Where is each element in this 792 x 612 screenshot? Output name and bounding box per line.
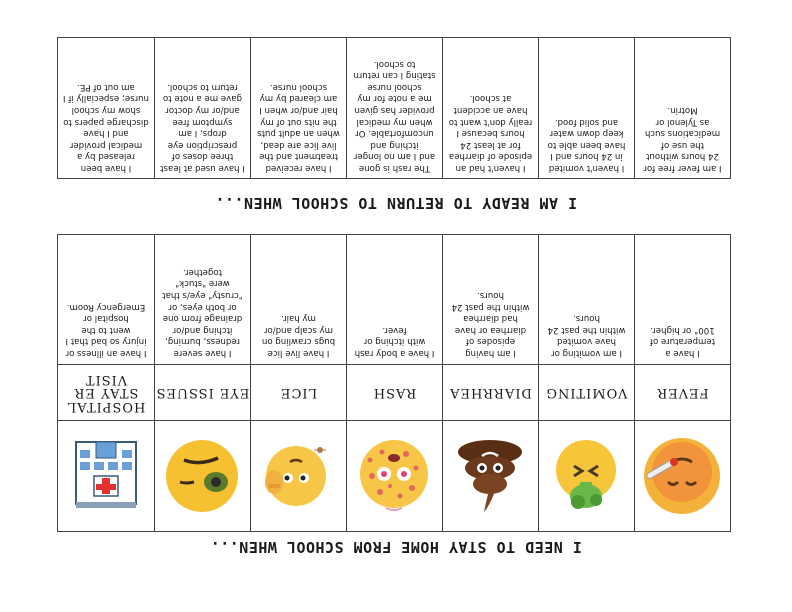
return-desc-lice: I have received treatment and the live lice are dead, when an adult puts the nits out of my hair and/or when I am cleared by my school nurse. <box>250 38 346 178</box>
stay-desc-rash: I have a body rash with itching or fever. <box>347 236 442 365</box>
stay-desc-eye-issues: I have severe redness, burning, itching and/or drainage from one or both eyes, or "crusty" eye/s that were "stuck" together. <box>155 236 250 365</box>
stay-desc-diarrhea: I am having episodes of diarrhea or have had diarrhea within the past 24 hours. <box>443 236 538 365</box>
fever-face-icon <box>635 421 730 531</box>
hospital-icon <box>58 421 154 531</box>
lice-face-icon <box>251 421 346 531</box>
stay-label-fever: FEVER <box>635 365 730 421</box>
stay-label-hospital: HOSPITAL STAY ER VISIT <box>58 365 154 421</box>
return-desc-vomiting: I haven't vomited in 24 hours and I have been able to keep down water and solid food. <box>538 38 634 178</box>
stay-label-diarrhea: DIARRHEA <box>443 365 538 421</box>
stay-col-lice <box>250 235 346 531</box>
return-title: I AM READY TO RETURN TO SCHOOL WHEN... <box>214 194 578 212</box>
stay-home-table <box>57 234 731 532</box>
stay-col-rash <box>346 235 442 531</box>
stay-col-fever <box>634 235 730 531</box>
vomiting-face-icon <box>539 421 634 531</box>
return-table <box>57 37 731 179</box>
return-desc-fever: I am fever free for 24 hours without the use of medications such as Tylenol or Motrin. <box>634 38 730 178</box>
stay-label-eye-issues: EYE ISSUES <box>155 365 250 421</box>
stay-col-diarrhea <box>442 235 538 531</box>
stay-label-vomiting: VOMITING <box>539 365 634 421</box>
return-desc-hospital: I have been released by a medical provider and I have discharge papers to show my school nurse; especially if I am out of PE. <box>63 81 149 173</box>
eye-injury-face-icon <box>155 421 250 531</box>
poop-icon <box>443 421 538 531</box>
stay-desc-hospital: I have an illness or injury so bad that I went to the hospital or Emergency Room. <box>58 236 154 365</box>
stay-label-rash: RASH <box>347 365 442 421</box>
rash-face-icon <box>347 421 442 531</box>
stay-col-vomiting <box>538 235 634 531</box>
stay-desc-fever: I have a temperature of 100° or higher. <box>635 236 730 365</box>
stay-desc-vomiting: I am vomiting or have vomited within the past 24 hours. <box>539 236 634 365</box>
stay-home-title: I NEED TO STAY HOME FROM SCHOOL WHEN... <box>210 538 582 556</box>
stay-label-lice: LICE <box>251 365 346 421</box>
stay-desc-lice: I have live lice bugs crawling on my scalp and/or my hair. <box>251 236 346 365</box>
return-desc-rash: The rash is gone and I am no longer itching and uncomfortable. Or when my medical provider has given me a note for my school nurse stating I can return to school. <box>346 38 442 178</box>
return-desc-eye-issues: I have used at least three doses of prescription eye drops, I am symptom free and/or my doctor gave me a note to return to school. <box>154 38 250 178</box>
stay-col-hospital <box>58 235 154 531</box>
return-desc-diarrhea: I haven't had an episode of diarrhea for at least 24 hours because I really don't want to have an accident at school. <box>442 38 538 178</box>
stay-col-eye-issues <box>154 235 250 531</box>
